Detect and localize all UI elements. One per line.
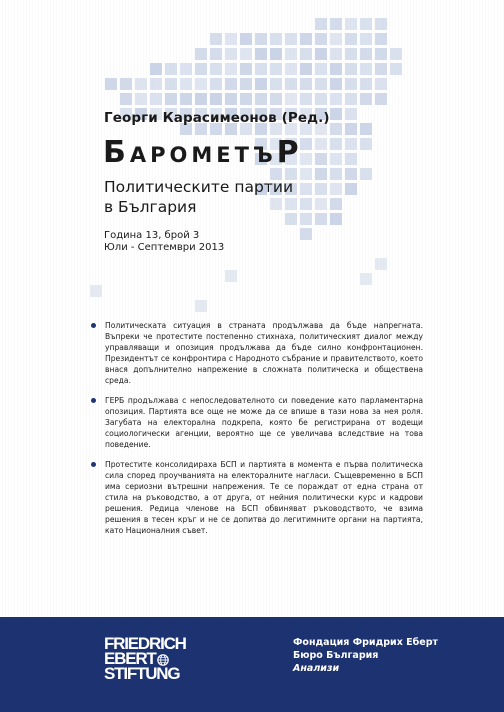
- mosaic-tile: [270, 63, 282, 75]
- mosaic-tile: [285, 78, 297, 90]
- mosaic-tile: [285, 33, 297, 45]
- mosaic-tile: [345, 153, 357, 165]
- mosaic-tile: [360, 18, 372, 30]
- mosaic-tile: [210, 48, 222, 60]
- mosaic-tile: [225, 78, 237, 90]
- footer-publisher: [293, 636, 438, 675]
- mosaic-tile: [375, 258, 387, 270]
- mosaic-tile: [240, 33, 252, 45]
- mosaic-tile: [90, 285, 102, 297]
- mosaic-tile: [135, 93, 147, 105]
- mosaic-tile: [285, 63, 297, 75]
- mosaic-tile: [195, 48, 207, 60]
- mosaic-tile: [285, 93, 297, 105]
- mosaic-tile: [345, 138, 357, 150]
- mosaic-tile: [375, 33, 387, 45]
- mosaic-tile: [120, 78, 132, 90]
- mosaic-tile: [300, 78, 312, 90]
- mosaic-tile: [165, 78, 177, 90]
- mosaic-tile: [300, 213, 312, 225]
- mosaic-tile: [315, 33, 327, 45]
- mosaic-tile: [315, 153, 327, 165]
- mosaic-tile: [330, 213, 342, 225]
- mosaic-tile: [375, 18, 387, 30]
- fes-logo: [104, 636, 186, 681]
- mosaic-tile: [195, 93, 207, 105]
- mosaic-tile: [300, 183, 312, 195]
- mosaic-tile: [330, 63, 342, 75]
- mosaic-tile: [345, 93, 357, 105]
- mosaic-tile: [375, 93, 387, 105]
- mosaic-tile: [390, 48, 402, 60]
- mosaic-tile: [315, 183, 327, 195]
- mosaic-tile: [315, 18, 327, 30]
- mosaic-tile: [315, 198, 327, 210]
- mosaic-tile: [255, 93, 267, 105]
- mosaic-tile: [345, 63, 357, 75]
- publication-series: Анализи: [293, 663, 340, 674]
- mosaic-tile: [330, 78, 342, 90]
- mosaic-tile: [345, 18, 357, 30]
- mosaic-tile: [255, 48, 267, 60]
- mosaic-tile: [330, 153, 342, 165]
- summary-item: ГЕРБ продължава с непоследователното си поведение като парламентарна опозиция. Партията все още не може да се впише в тази нова за нея роля. Загубата на електорална подкрепа, която бе регистрирана от водещи социологически агенции, вероятно ще се увеличава вследствие на това поведение.: [91, 395, 423, 450]
- publication-title: [103, 133, 303, 175]
- mosaic-tile: [360, 273, 372, 285]
- mosaic-tile: [195, 300, 207, 312]
- mosaic-tile: [180, 63, 192, 75]
- issue-period: Юли - Септември 2013: [104, 242, 225, 253]
- mosaic-tile: [300, 33, 312, 45]
- mosaic-tile: [210, 93, 222, 105]
- mosaic-tile: [255, 63, 267, 75]
- mosaic-tile: [330, 93, 342, 105]
- mosaic-tile: [180, 78, 192, 90]
- mosaic-tile: [330, 198, 342, 210]
- mosaic-tile: [345, 183, 357, 195]
- mosaic-tile: [360, 168, 372, 180]
- mosaic-tile: [225, 270, 237, 282]
- logo-line-1: FRIEDRICH: [104, 634, 186, 653]
- mosaic-tile: [300, 63, 312, 75]
- mosaic-tile: [150, 93, 162, 105]
- mosaic-tile: [360, 63, 372, 75]
- mosaic-tile: [270, 78, 282, 90]
- mosaic-tile: [255, 33, 267, 45]
- subtitle-line-1: Политическите партии: [104, 178, 294, 196]
- footer-band: [0, 617, 504, 712]
- mosaic-tile: [210, 33, 222, 45]
- title-last-letter: Р: [276, 135, 303, 170]
- mosaic-tile: [330, 168, 342, 180]
- mosaic-tile: [165, 63, 177, 75]
- mosaic-tile: [330, 183, 342, 195]
- mosaic-tile: [315, 93, 327, 105]
- mosaic-tile: [375, 63, 387, 75]
- publisher-office: Бюро България: [293, 650, 379, 661]
- bullet-dot-icon: [91, 398, 96, 403]
- mosaic-tile: [345, 48, 357, 60]
- mosaic-tile: [315, 168, 327, 180]
- mosaic-tile: [105, 78, 117, 90]
- mosaic-tile: [240, 48, 252, 60]
- mosaic-tile: [360, 33, 372, 45]
- mosaic-tile: [375, 48, 387, 60]
- mosaic-tile: [360, 123, 372, 135]
- mosaic-tile: [240, 63, 252, 75]
- mosaic-tile: [330, 18, 342, 30]
- title-middle: АРОМЕТЪ: [129, 143, 277, 167]
- subtitle-line-2: в България: [104, 198, 197, 216]
- mosaic-tile: [330, 138, 342, 150]
- mosaic-tile: [120, 93, 132, 105]
- mosaic-tile: [390, 63, 402, 75]
- mosaic-tile: [285, 48, 297, 60]
- mosaic-tile: [315, 48, 327, 60]
- mosaic-tile: [180, 93, 192, 105]
- mosaic-tile: [345, 123, 357, 135]
- mosaic-tile: [165, 93, 177, 105]
- mosaic-tile: [270, 93, 282, 105]
- title-first-letter: Б: [103, 135, 130, 170]
- mosaic-tile: [345, 33, 357, 45]
- mosaic-tile: [345, 168, 357, 180]
- mosaic-tile: [210, 78, 222, 90]
- logo-line-3: STIFTUNG: [104, 664, 180, 683]
- mosaic-tile: [135, 78, 147, 90]
- summary-item: Протестите консолидираха БСП и партията в момента е първа политическа сила според проучванията на електоралните нагласи. Същевременно в БСП има сериозни вътрешни напрежения. Те се пораждат от една страна от стила на ръководство, а от друга, от нейния политически курс и кадрови решения. Редица членове на БСП обвиняват ръководството, че взима решения в тесен кръг и не се допитва до легитимните органи на партията, като Националния съвет.: [91, 459, 423, 536]
- mosaic-tile: [300, 198, 312, 210]
- logo-line-2: EBERT: [104, 651, 186, 666]
- mosaic-tile: [315, 213, 327, 225]
- mosaic-tile: [150, 78, 162, 90]
- mosaic-tile: [345, 78, 357, 90]
- author-editor: Георги Карасимеонов (Ред.): [104, 110, 330, 126]
- mosaic-tile: [360, 48, 372, 60]
- issue-year-number: Година 13, брой 3: [104, 230, 200, 241]
- mosaic-tile: [345, 108, 357, 120]
- issue-info: [104, 230, 224, 254]
- mosaic-tile: [315, 78, 327, 90]
- mosaic-tile: [360, 138, 372, 150]
- mosaic-tile: [330, 48, 342, 60]
- mosaic-tile: [360, 78, 372, 90]
- mosaic-tile: [225, 48, 237, 60]
- publication-subtitle: [104, 177, 293, 217]
- mosaic-tile: [375, 78, 387, 90]
- mosaic-tile: [330, 33, 342, 45]
- bullet-dot-icon: [91, 462, 96, 467]
- mosaic-tile: [225, 33, 237, 45]
- mosaic-tile: [315, 138, 327, 150]
- bullet-dot-icon: [91, 323, 96, 328]
- summary-bullets: [91, 320, 423, 545]
- mosaic-tile: [225, 63, 237, 75]
- mosaic-tile: [195, 63, 207, 75]
- mosaic-tile: [255, 78, 267, 90]
- mosaic-tile: [240, 93, 252, 105]
- mosaic-tile: [300, 93, 312, 105]
- mosaic-tile: [330, 108, 342, 120]
- mosaic-tile: [270, 33, 282, 45]
- mosaic-tile: [270, 48, 282, 60]
- mosaic-tile: [225, 93, 237, 105]
- mosaic-tile: [330, 123, 342, 135]
- mosaic-tile: [195, 78, 207, 90]
- summary-item: Политическата ситуация в страната продължава да бъде напрегната. Въпреки че протестите постепенно стихнаха, политическият диалог между управляващи и опозиция продължава да бъде силно конфронтационен. Президентът се конфронтира с Народното събрание и правителството, което внася допълнително напрежение в сложната политическа и обществена среда.: [91, 320, 423, 386]
- mosaic-tile: [210, 63, 222, 75]
- mosaic-tile: [300, 228, 312, 240]
- mosaic-tile: [300, 48, 312, 60]
- publisher-name: Фондация Фридрих Еберт: [293, 637, 439, 648]
- mosaic-tile: [240, 78, 252, 90]
- mosaic-tile: [150, 63, 162, 75]
- mosaic-tile: [360, 93, 372, 105]
- mosaic-tile: [315, 63, 327, 75]
